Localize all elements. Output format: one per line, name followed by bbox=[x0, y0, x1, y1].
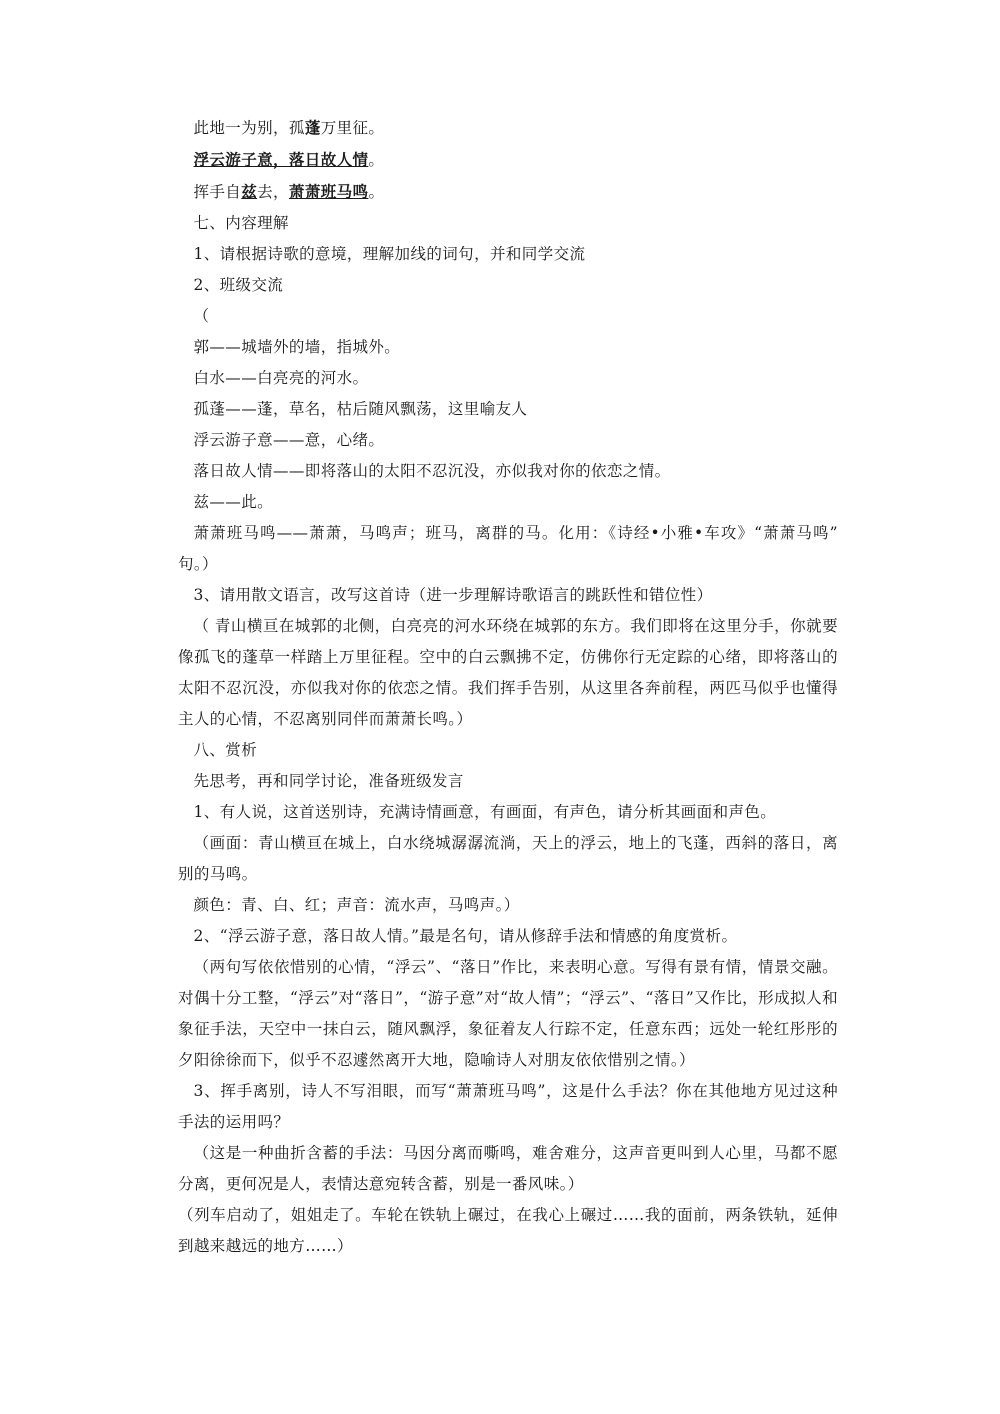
text-line-head_7 bbox=[178, 208, 838, 239]
text-segment: 此地一为别，孤 bbox=[193, 119, 305, 137]
document-body bbox=[178, 112, 838, 1262]
text-line-head_8 bbox=[178, 735, 838, 766]
text-line-item_8_1 bbox=[178, 797, 838, 828]
text-line-prose_answer bbox=[178, 611, 838, 735]
text-segment: 1、请根据诗歌的意境，理解加线的词句，并和同学交流 bbox=[193, 245, 586, 263]
text-line-gloss_guo bbox=[178, 332, 838, 363]
text-line-item_7_1 bbox=[178, 239, 838, 270]
text-line-item_8_2_ans bbox=[178, 952, 838, 1076]
text-line-item_7_3 bbox=[178, 580, 838, 611]
text-segment: 七、内容理解 bbox=[193, 214, 289, 232]
text-segment: 3、请用散文语言，改写这首诗（进一步理解诗歌语言的跳跃性和错位性） bbox=[193, 586, 713, 604]
text-line-poem_l3 bbox=[178, 176, 838, 208]
text-segment: 落日故人情——即将落山的太阳不忍沉没，亦似我对你的依恋之情。 bbox=[193, 462, 671, 480]
text-segment: 孤蓬——蓬，草名，枯后随风飘荡，这里喻友人 bbox=[193, 400, 528, 418]
text-line-gloss_gupeng bbox=[178, 394, 838, 425]
text-segment: 八、赏析 bbox=[193, 741, 258, 759]
text-segment: 3、挥手离别，诗人不写泪眼，而写“萧萧班马鸣”，这是什么手法？你在其他地方见过这种手法的运用吗？ bbox=[178, 1082, 838, 1131]
text-line-paren_open bbox=[178, 301, 838, 332]
text-segment: 万里征。 bbox=[320, 119, 385, 137]
text-segment: 兹 bbox=[241, 182, 258, 201]
text-segment: 2、班级交流 bbox=[193, 276, 284, 294]
text-segment: 1、有人说，这首送别诗，充满诗情画意，有画面，有声色，请分析其画面和声色。 bbox=[193, 803, 777, 821]
text-line-closing_note bbox=[178, 1200, 838, 1262]
text-line-poem_l1 bbox=[178, 112, 838, 144]
text-segment: （ bbox=[193, 307, 210, 325]
text-line-gloss_luori bbox=[178, 456, 838, 487]
text-segment: 挥手自 bbox=[193, 183, 242, 201]
text-line-poem_l2 bbox=[178, 144, 838, 176]
text-segment: （两句写依依惜别的心情，“浮云”、“落日”作比，来表明心意。写得有景有情，情景交融。对偶十分工整，“浮云”对“落日”，“游子意”对“故人情”；“浮云”、“落日”又作比，形成拟人和象征手法，天空中一抹白云，随风飘浮，象征着友人行踪不定，任意东西；远处一轮红彤彤的夕阳徐徐而下，似乎不忍遽然离开大地，隐喻诗人对朋友依依惜别之情。） bbox=[178, 958, 838, 1069]
text-segment: 郭——城墙外的墙，指城外。 bbox=[193, 338, 401, 356]
text-segment: 浮云游子意——意，心绪。 bbox=[193, 431, 385, 449]
text-segment: 白水——白亮亮的河水。 bbox=[193, 369, 369, 387]
text-line-item_8_1_ans bbox=[178, 828, 838, 890]
text-segment: （这是一种曲折含蓄的手法：马因分离而嘶鸣，难舍难分，这声音更叫到人心里，马都不愿分离，更何况是人，表情达意宛转含蓄，别是一番风味。） bbox=[178, 1144, 838, 1193]
text-line-item_8_intro bbox=[178, 766, 838, 797]
text-line-item_8_3_ans bbox=[178, 1138, 838, 1200]
text-segment: （画面：青山横亘在城上，白水绕城潺潺流淌，天上的浮云，地上的飞蓬，西斜的落日，离别的马鸣。 bbox=[178, 834, 838, 883]
text-segment: 萧萧班马鸣——萧萧，马鸣声；班马，离群的马。化用：《诗经•小雅•车攻》“萧萧马鸣” 句。） bbox=[178, 524, 838, 573]
text-segment: 2、“浮云游子意，落日故人情。”最是名句，请从修辞手法和情感的角度赏析。 bbox=[193, 927, 738, 945]
text-segment: 兹——此。 bbox=[193, 493, 274, 511]
text-line-gloss_baishui bbox=[178, 363, 838, 394]
text-segment: （列车启动了，姐姐走了。车轮在铁轨上碾过，在我心上碾过……我的面前，两条铁轨，延伸到越来越远的地方……） bbox=[178, 1206, 838, 1255]
text-segment: 萧萧班马鸣 bbox=[288, 182, 369, 201]
text-segment: 颜色：青、白、红；声音：流水声，马鸣声。） bbox=[193, 896, 520, 914]
text-line-gloss_fuyun bbox=[178, 425, 838, 456]
text-segment: 。 bbox=[368, 151, 385, 169]
text-segment: 去， bbox=[257, 183, 289, 201]
text-line-item_8_2 bbox=[178, 921, 838, 952]
text-segment: 蓬 bbox=[304, 118, 321, 137]
text-segment: 。 bbox=[368, 183, 385, 201]
text-line-item_8_3 bbox=[178, 1076, 838, 1138]
text-segment: 浮云游子意，落日故人情 bbox=[193, 150, 369, 169]
text-line-item_7_2 bbox=[178, 270, 838, 301]
text-segment: 先思考，再和同学讨论，准备班级发言 bbox=[193, 772, 464, 790]
text-line-gloss_xiaoxiao bbox=[178, 518, 838, 580]
text-line-gloss_zi bbox=[178, 487, 838, 518]
text-segment: （ 青山横亘在城郭的北侧，白亮亮的河水环绕在城郭的东方。我们即将在这里分手，你就要像孤飞的蓬草一样踏上万里征程。空中的白云飘拂不定，仿佛你行无定踪的心绪，即将落山的太阳不忍沉没，亦似我对你的依恋之情。我们挥手告别，从这里各奔前程，两匹马似乎也懂得主人的心情，不忍离别同伴而萧萧长鸣。） bbox=[178, 617, 838, 728]
text-line-item_8_1_ans2 bbox=[178, 890, 838, 921]
